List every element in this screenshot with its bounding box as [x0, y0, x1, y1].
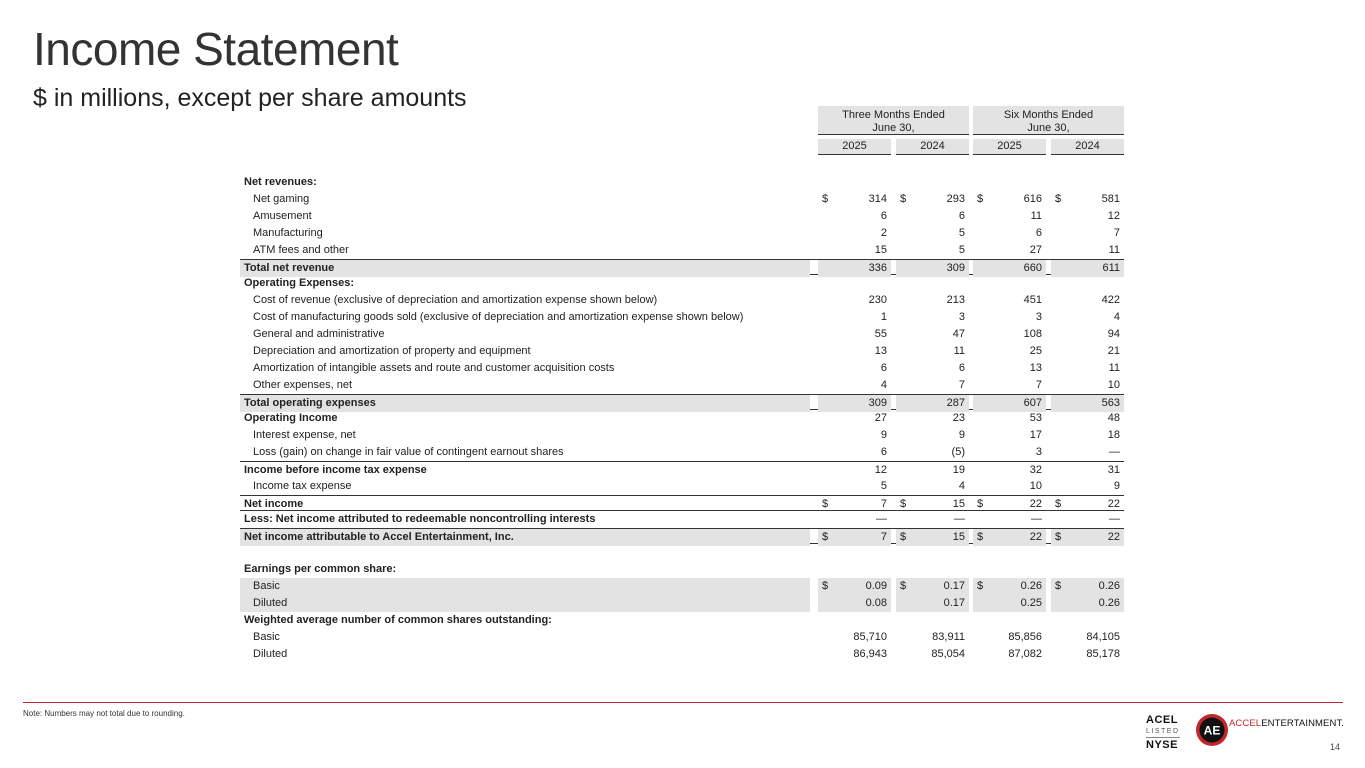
- currency-symbol: $: [822, 530, 829, 543]
- cell-value: 3: [1035, 311, 1042, 323]
- value-cell: [818, 326, 891, 343]
- value-cell: [973, 309, 1046, 326]
- value-cell: [1051, 578, 1124, 595]
- value-cell: [896, 292, 969, 309]
- value-cell: [973, 462, 1046, 479]
- cell-value: 27: [1029, 244, 1042, 256]
- cell-value: 15: [874, 244, 887, 256]
- value-cell: [818, 462, 891, 479]
- table-row: [240, 561, 1124, 578]
- row-shading: [240, 595, 810, 612]
- cell-value: 1: [880, 311, 887, 323]
- cell-value: —: [1109, 446, 1120, 458]
- cell-value: 451: [1023, 294, 1042, 306]
- cell-value: 2: [880, 227, 887, 239]
- cell-value: 55: [874, 328, 887, 340]
- cell-value: 5: [880, 479, 887, 492]
- currency-symbol: $: [977, 193, 984, 205]
- value-cell: [1051, 343, 1124, 360]
- row-shading: [240, 578, 810, 595]
- cell-value: 108: [1023, 328, 1042, 340]
- table-row: [240, 578, 1124, 595]
- row-label: Income before income tax expense: [244, 464, 427, 476]
- cell-value: 13: [874, 345, 887, 357]
- currency-symbol: $: [900, 579, 907, 592]
- cell-value: 7: [958, 379, 965, 391]
- cell-value: 22: [1029, 497, 1042, 510]
- value-cell: [896, 410, 969, 427]
- cell-value: 314: [868, 193, 887, 205]
- cell-value: 23: [952, 412, 965, 424]
- cell-value: 85,856: [1008, 630, 1042, 643]
- value-cell: [896, 377, 969, 394]
- header-year: 2024: [896, 139, 969, 155]
- cell-value: 9: [958, 429, 965, 441]
- value-cell: [896, 578, 969, 595]
- cell-value: 422: [1101, 294, 1120, 306]
- value-cell: [1051, 427, 1124, 444]
- cell-value: 86,943: [853, 647, 887, 660]
- value-cell: [818, 309, 891, 326]
- value-cell: [1051, 629, 1124, 646]
- row-label: Income tax expense: [253, 479, 352, 492]
- table-row: [240, 208, 1124, 225]
- value-cell: [1051, 360, 1124, 377]
- cell-value: 7: [1113, 227, 1120, 239]
- value-cell: [818, 343, 891, 360]
- value-cell: [1051, 377, 1124, 394]
- cell-value: 11: [1030, 210, 1042, 222]
- value-cell: [973, 578, 1046, 595]
- value-cell: [1051, 478, 1124, 495]
- value-cell: [973, 410, 1046, 427]
- cell-value: 563: [1101, 397, 1120, 409]
- cell-value: 3: [958, 311, 965, 323]
- header-three-months: Three Months Ended June 30,: [818, 106, 969, 135]
- accel-logo-icon: [1196, 714, 1228, 746]
- table-row: [240, 343, 1124, 360]
- value-cell: [896, 360, 969, 377]
- cell-value: 230: [868, 294, 887, 306]
- cell-value: 19: [952, 464, 965, 476]
- cell-value: 0.17: [943, 579, 965, 592]
- value-cell: [973, 629, 1046, 646]
- value-cell: [896, 191, 969, 208]
- logo-letters: AE: [1203, 723, 1221, 738]
- cell-value: 85,054: [931, 647, 965, 660]
- cell-value: 31: [1107, 464, 1120, 476]
- cell-value: —: [876, 512, 887, 525]
- row-label: Total operating expenses: [244, 397, 376, 409]
- cell-value: 0.08: [865, 596, 887, 609]
- row-label: Less: Net income attributed to redeemable noncontrolling interests: [244, 512, 596, 525]
- cell-value: 6: [958, 210, 965, 222]
- cell-value: 3: [1035, 446, 1042, 458]
- value-cell: [973, 511, 1046, 528]
- cell-value: 0.17: [943, 596, 965, 609]
- value-cell: [973, 360, 1046, 377]
- cell-value: 25: [1029, 345, 1042, 357]
- cell-value: 336: [868, 262, 887, 274]
- value-cell: [818, 292, 891, 309]
- value-cell: [818, 646, 891, 663]
- value-cell: [973, 478, 1046, 495]
- value-cell: [896, 462, 969, 479]
- cell-value: 607: [1023, 397, 1042, 409]
- cell-value: 13: [1029, 362, 1042, 374]
- row-label: Net revenues:: [244, 176, 317, 188]
- cell-value: 6: [958, 362, 965, 374]
- value-cell: [973, 225, 1046, 242]
- row-label: Operating Expenses:: [244, 277, 355, 289]
- value-cell: [896, 326, 969, 343]
- table-row: [240, 394, 1124, 410]
- cell-value: 47: [952, 328, 965, 340]
- currency-symbol: $: [1055, 530, 1062, 543]
- row-label: Amusement: [253, 210, 312, 222]
- cell-value: 5: [958, 227, 965, 239]
- value-cell: [973, 529, 1046, 546]
- value-cell: [818, 444, 891, 461]
- row-label: Cost of revenue (exclusive of depreciation and amortization expense shown below): [253, 294, 658, 306]
- value-cell: [896, 309, 969, 326]
- page-title: Income Statement: [33, 23, 399, 75]
- value-cell: [1051, 462, 1124, 479]
- cell-value: 84,105: [1086, 630, 1120, 643]
- cell-value: —: [954, 512, 965, 525]
- table-row: [240, 309, 1124, 326]
- cell-value: 213: [946, 294, 965, 306]
- value-cell: [1051, 292, 1124, 309]
- value-cell: [973, 242, 1046, 259]
- row-label: Net income: [244, 497, 304, 510]
- cell-value: 22: [1107, 497, 1120, 510]
- cell-value: 6: [880, 362, 887, 374]
- cell-value: 32: [1029, 464, 1042, 476]
- table-row: [240, 427, 1124, 444]
- cell-value: 11: [1108, 362, 1120, 374]
- cell-value: —: [1031, 512, 1042, 525]
- value-cell: [818, 208, 891, 225]
- cell-value: —: [1109, 512, 1120, 525]
- value-cell: [1051, 242, 1124, 259]
- table-row: [240, 326, 1124, 343]
- cell-value: 7: [880, 497, 887, 510]
- cell-value: 85,178: [1086, 647, 1120, 660]
- header-year: 2024: [1051, 139, 1124, 155]
- value-cell: [973, 292, 1046, 309]
- row-label: General and administrative: [253, 328, 385, 340]
- cell-value: 15: [952, 530, 965, 543]
- row-label: Earnings per common share:: [244, 562, 397, 575]
- currency-symbol: $: [900, 193, 907, 205]
- cell-value: 5: [958, 244, 965, 256]
- value-cell: [896, 427, 969, 444]
- row-label: Operating Income: [244, 412, 338, 424]
- value-cell: [1051, 309, 1124, 326]
- cell-value: 85,710: [853, 630, 887, 643]
- value-cell: [818, 225, 891, 242]
- currency-symbol: $: [822, 193, 829, 205]
- table-row: [240, 528, 1124, 544]
- cell-value: 0.26: [1098, 579, 1120, 592]
- cell-value: 22: [1029, 530, 1042, 543]
- table-row: [240, 495, 1124, 511]
- value-cell: [1051, 225, 1124, 242]
- cell-value: 660: [1023, 262, 1042, 274]
- row-label: Weighted average number of common shares outstanding:: [244, 613, 552, 626]
- value-cell: [818, 478, 891, 495]
- table-row: [240, 478, 1124, 495]
- cell-value: 10: [1029, 479, 1042, 492]
- row-label: Loss (gain) on change in fair value of contingent earnout shares: [253, 446, 564, 458]
- cell-value: 7: [880, 530, 887, 543]
- value-cell: [896, 646, 969, 663]
- table-row: [240, 646, 1124, 663]
- row-label: Cost of manufacturing goods sold (exclusive of depreciation and amortization expense shown below): [253, 311, 744, 323]
- currency-symbol: $: [900, 497, 907, 510]
- footnote: Note: Numbers may not total due to rounding.: [23, 709, 185, 718]
- cell-value: 581: [1101, 193, 1120, 205]
- currency-symbol: $: [977, 530, 984, 543]
- value-cell: [896, 529, 969, 546]
- cell-value: 4: [1113, 311, 1120, 323]
- value-cell: [1051, 646, 1124, 663]
- table-row: [240, 292, 1124, 309]
- cell-value: 53: [1029, 412, 1042, 424]
- value-cell: [818, 629, 891, 646]
- cell-value: 309: [868, 397, 887, 409]
- table-row: [240, 377, 1124, 394]
- value-cell: [973, 208, 1046, 225]
- value-cell: [818, 595, 891, 612]
- value-cell: [818, 377, 891, 394]
- cell-value: 94: [1107, 328, 1120, 340]
- value-cell: [818, 191, 891, 208]
- currency-symbol: $: [977, 497, 984, 510]
- value-cell: [1051, 191, 1124, 208]
- cell-value: 9: [880, 429, 887, 441]
- value-cell: [1051, 511, 1124, 528]
- cell-value: 15: [952, 497, 965, 510]
- cell-value: 309: [946, 262, 965, 274]
- currency-symbol: $: [1055, 579, 1062, 592]
- value-cell: [818, 410, 891, 427]
- cell-value: 0.26: [1098, 596, 1120, 609]
- table-row: [240, 259, 1124, 275]
- cell-value: 287: [946, 397, 965, 409]
- table-spacer: [240, 544, 1124, 561]
- table-row: [240, 595, 1124, 612]
- cell-value: 6: [1035, 227, 1042, 239]
- table-row: [240, 629, 1124, 646]
- table-row: [240, 360, 1124, 377]
- value-cell: [1051, 529, 1124, 546]
- value-cell: [896, 595, 969, 612]
- header-year: 2025: [973, 139, 1046, 155]
- cell-value: 18: [1107, 429, 1120, 441]
- value-cell: [896, 511, 969, 528]
- currency-symbol: $: [977, 579, 984, 592]
- cell-value: 22: [1107, 530, 1120, 543]
- cell-value: 0.25: [1020, 596, 1042, 609]
- page-number: 14: [1330, 742, 1341, 752]
- value-cell: [973, 326, 1046, 343]
- currency-symbol: $: [1055, 497, 1062, 510]
- row-label: ATM fees and other: [253, 244, 349, 256]
- currency-symbol: $: [1055, 193, 1062, 205]
- page-subtitle: $ in millions, except per share amounts: [33, 84, 467, 112]
- cell-value: 7: [1035, 379, 1042, 391]
- value-cell: [1051, 444, 1124, 461]
- row-label: Other expenses, net: [253, 379, 353, 391]
- row-label: Net income attributable to Accel Entertainment, Inc.: [244, 530, 514, 543]
- value-cell: [973, 444, 1046, 461]
- cell-value: 0.09: [865, 579, 887, 592]
- cell-value: 11: [1108, 244, 1120, 256]
- currency-symbol: $: [900, 530, 907, 543]
- row-label: Depreciation and amortization of property and equipment: [253, 345, 531, 357]
- brand-wordmark: ACCELENTERTAINMENT.: [1229, 718, 1345, 729]
- cell-value: 83,911: [932, 630, 965, 643]
- row-label: Basic: [253, 630, 280, 643]
- footer-divider: [23, 702, 1343, 703]
- table-row: [240, 461, 1124, 478]
- value-cell: [896, 444, 969, 461]
- row-label: Interest expense, net: [253, 429, 356, 441]
- table-row: [240, 242, 1124, 259]
- currency-symbol: $: [822, 497, 829, 510]
- cell-value: (5): [951, 446, 965, 458]
- cell-value: 12: [874, 464, 887, 476]
- value-cell: [818, 529, 891, 546]
- table-row: [240, 174, 1124, 191]
- cell-value: 9: [1113, 479, 1120, 492]
- row-label: Diluted: [253, 596, 288, 609]
- table-body: [240, 174, 1124, 663]
- cell-value: 4: [880, 379, 887, 391]
- cell-value: 0.26: [1020, 579, 1042, 592]
- row-label: Manufacturing: [253, 227, 323, 239]
- cell-value: 10: [1107, 379, 1120, 391]
- table-row: [240, 225, 1124, 242]
- value-cell: [896, 343, 969, 360]
- value-cell: [818, 511, 891, 528]
- value-cell: [973, 343, 1046, 360]
- cell-value: 12: [1107, 210, 1120, 222]
- header-year: 2025: [818, 139, 891, 155]
- value-cell: [818, 578, 891, 595]
- value-cell: [896, 225, 969, 242]
- cell-value: 6: [880, 210, 887, 222]
- value-cell: [973, 377, 1046, 394]
- value-cell: [1051, 208, 1124, 225]
- table-row: [240, 191, 1124, 208]
- value-cell: [1051, 595, 1124, 612]
- row-label: Total net revenue: [244, 262, 335, 274]
- cell-value: 11: [953, 345, 965, 357]
- cell-value: 21: [1107, 345, 1120, 357]
- value-cell: [1051, 326, 1124, 343]
- value-cell: [896, 478, 969, 495]
- value-cell: [896, 629, 969, 646]
- value-cell: [973, 646, 1046, 663]
- value-cell: [1051, 410, 1124, 427]
- table-row: [240, 511, 1124, 528]
- table-row: [240, 410, 1124, 427]
- table-row: [240, 612, 1124, 629]
- cell-value: 611: [1102, 262, 1120, 274]
- row-label: Diluted: [253, 647, 288, 660]
- cell-value: 87,082: [1008, 647, 1042, 660]
- value-cell: [973, 427, 1046, 444]
- nyse-listing-badge: ACEL LISTED NYSE: [1146, 714, 1180, 751]
- value-cell: [818, 242, 891, 259]
- value-cell: [818, 427, 891, 444]
- cell-value: 27: [874, 412, 887, 424]
- cell-value: 6: [880, 446, 887, 458]
- row-label: Net gaming: [253, 193, 310, 205]
- cell-value: 293: [946, 193, 965, 205]
- value-cell: [973, 595, 1046, 612]
- value-cell: [896, 242, 969, 259]
- cell-value: 17: [1029, 429, 1042, 441]
- header-six-months: Six Months Ended June 30,: [973, 106, 1124, 135]
- cell-value: 48: [1107, 412, 1120, 424]
- cell-value: 4: [958, 479, 965, 492]
- value-cell: [896, 208, 969, 225]
- row-label: Basic: [253, 579, 280, 592]
- value-cell: [818, 360, 891, 377]
- currency-symbol: $: [822, 579, 829, 592]
- table-row: [240, 275, 1124, 292]
- table-row: [240, 444, 1124, 461]
- cell-value: 616: [1023, 193, 1042, 205]
- row-label: Amortization of intangible assets and route and customer acquisition costs: [253, 362, 615, 374]
- value-cell: [973, 191, 1046, 208]
